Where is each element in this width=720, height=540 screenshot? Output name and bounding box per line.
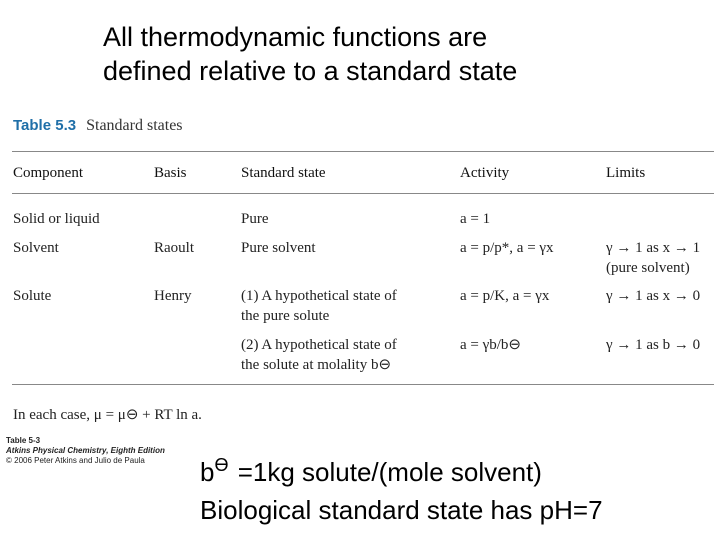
footer-line-2: Biological standard state has pH=7 <box>200 495 603 525</box>
footer-line-1-text: =1kg solute/(mole solvent) <box>230 457 542 487</box>
header-standard-state: Standard state <box>241 165 326 181</box>
row3-limits: γ → 1 as x → 0 <box>606 288 701 304</box>
row4-activity: a = γb/b⊖ <box>460 337 521 353</box>
title-line-1: All thermodynamic functions are <box>103 22 488 52</box>
slide-footer <box>200 446 603 529</box>
row1-activity: a = 1 <box>460 211 491 227</box>
row2-limits-line2: (pure solvent) <box>606 260 690 276</box>
table-number: Table 5.3 <box>13 117 77 134</box>
header-component: Component <box>13 165 83 181</box>
row4-limits: γ → 1 as b → 0 <box>606 337 701 353</box>
credit-book-title: Atkins Physical Chemistry, Eighth Edition <box>6 446 165 455</box>
row2-component: Solvent <box>13 240 59 256</box>
row3-basis: Henry <box>154 288 192 304</box>
table-header-rule <box>12 193 714 194</box>
row4-standard-state-line1: (2) A hypothetical state of <box>241 337 397 353</box>
header-basis: Basis <box>154 165 187 181</box>
source-credit <box>6 436 165 466</box>
footer-line-1 <box>200 446 603 491</box>
table-note: In each case, μ = μ⊖ + RT ln a. <box>13 407 202 423</box>
row1-component: Solid or liquid <box>13 211 100 227</box>
table-caption <box>13 117 183 135</box>
row3-component: Solute <box>13 288 52 304</box>
credit-copyright: © 2006 Peter Atkins and Julio de Paula <box>6 456 145 465</box>
row3-standard-state-line2: the pure solute <box>241 308 330 324</box>
header-activity: Activity <box>460 165 510 181</box>
header-limits: Limits <box>606 165 646 181</box>
table-bottom-rule <box>12 384 714 385</box>
table-top-rule <box>12 151 714 152</box>
row2-activity: a = p/p*, a = γx <box>460 240 554 256</box>
row4-standard-state-line2: the solute at molality b⊖ <box>241 357 392 373</box>
credit-table-ref: Table 5-3 <box>6 436 41 445</box>
slide-title <box>103 20 517 88</box>
row1-standard-state: Pure <box>241 211 269 227</box>
row2-basis: Raoult <box>154 240 194 256</box>
footer-b-symbol: b <box>200 457 215 487</box>
table-name: Standard states <box>86 117 183 134</box>
row2-limits-line1: γ → 1 as x → 1 <box>606 240 701 256</box>
title-line-2: defined relative to a standard state <box>103 56 518 86</box>
row2-standard-state: Pure solvent <box>241 240 316 256</box>
row3-standard-state-line1: (1) A hypothetical state of <box>241 288 397 304</box>
standard-state-symbol: Ө <box>214 455 229 475</box>
row3-activity: a = p/K, a = γx <box>460 288 550 304</box>
